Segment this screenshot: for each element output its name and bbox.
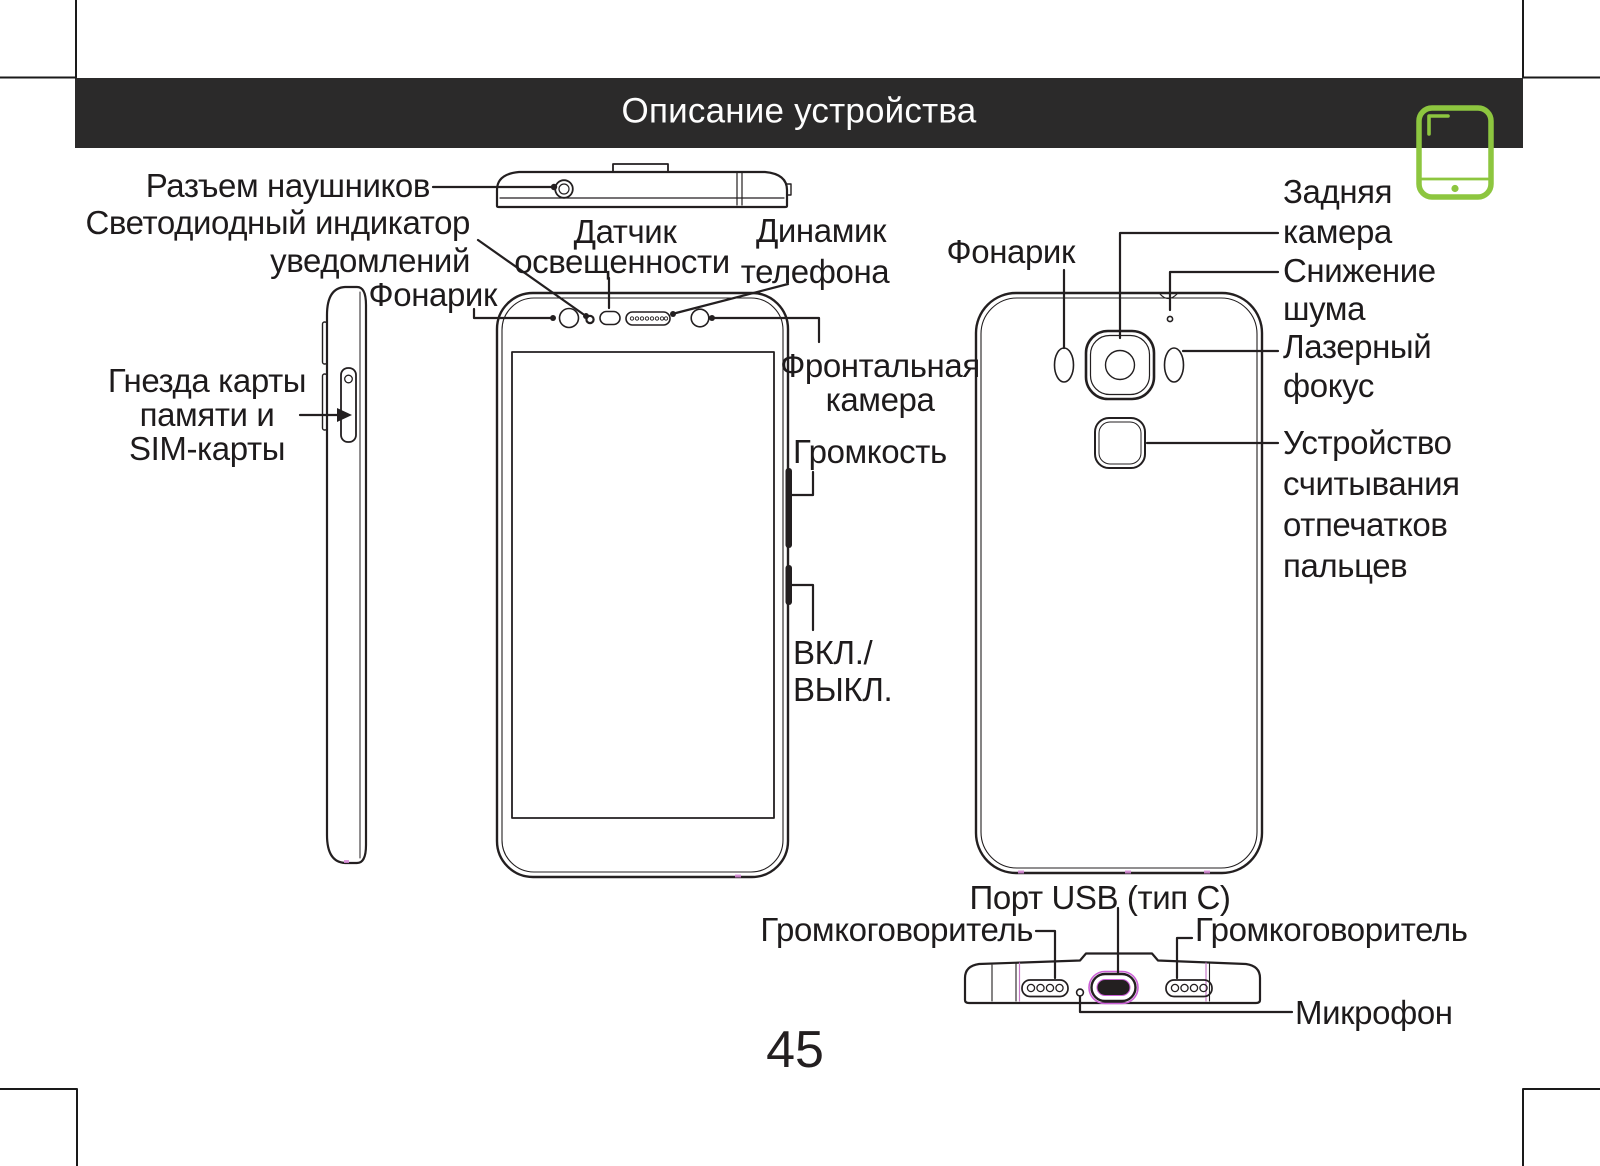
label-loudspeaker-left: Громкоговоритель xyxy=(760,910,1033,948)
label-front-flashlight: Фонарик xyxy=(368,275,497,313)
label-laser-focus-line1: Лазерный xyxy=(1283,327,1432,365)
label-earpiece-line2: телефона xyxy=(740,252,890,290)
label-loudspeaker-right: Громкоговоритель xyxy=(1195,910,1468,948)
label-back-flashlight: Фонарик xyxy=(946,232,1075,270)
side-view-drawing xyxy=(323,287,367,863)
phone-outline-icon xyxy=(1419,108,1491,197)
label-power-line2: ВЫКЛ. xyxy=(793,670,893,708)
front-view-drawing xyxy=(497,293,792,878)
label-sim-slot-line3: SIM-карты xyxy=(128,429,286,467)
label-sim-slot-line1: Гнезда карты xyxy=(107,361,307,399)
bottom-view-drawing xyxy=(965,954,1260,1004)
label-earpiece-line1: Динамик xyxy=(755,211,887,249)
label-noise-reduction-line1: Снижение xyxy=(1283,251,1436,289)
label-noise-reduction-line2: шума xyxy=(1283,289,1366,327)
label-fingerprint-line2: считывания xyxy=(1283,464,1460,502)
volume-button xyxy=(786,468,793,548)
top-view-drawing xyxy=(497,164,791,207)
label-usb-port: Порт USB (тип C) xyxy=(969,878,1231,916)
label-front-camera-line2: камера xyxy=(825,380,935,418)
label-rear-camera-line2: камера xyxy=(1283,212,1392,250)
label-laser-focus-line2: фокус xyxy=(1283,366,1374,404)
label-microphone: Микрофон xyxy=(1295,993,1453,1031)
label-power-line1: ВКЛ./ xyxy=(793,633,873,671)
label-sim-slot-line2: памяти и xyxy=(139,395,275,433)
label-fingerprint-line3: отпечатков xyxy=(1283,505,1448,543)
label-light-sensor-line1: Датчик xyxy=(573,212,677,250)
label-fingerprint-line1: Устройство xyxy=(1283,423,1452,461)
back-view-drawing xyxy=(976,293,1262,874)
page-number: 45 xyxy=(766,1021,824,1079)
label-volume: Громкость xyxy=(793,432,947,470)
label-led-indicator-line1: Светодиодный индикатор xyxy=(85,203,470,241)
label-front-camera-line1: Фронтальная xyxy=(780,346,980,384)
label-led-indicator-line2: уведомлений xyxy=(270,241,470,279)
label-fingerprint-line4: пальцев xyxy=(1283,546,1408,584)
page-title: Описание устройства xyxy=(621,91,977,131)
label-headphone-jack: Разъем наушников xyxy=(145,166,430,204)
label-rear-camera-line1: Задняя xyxy=(1283,172,1393,210)
label-light-sensor-line2: освещенности xyxy=(514,242,730,280)
